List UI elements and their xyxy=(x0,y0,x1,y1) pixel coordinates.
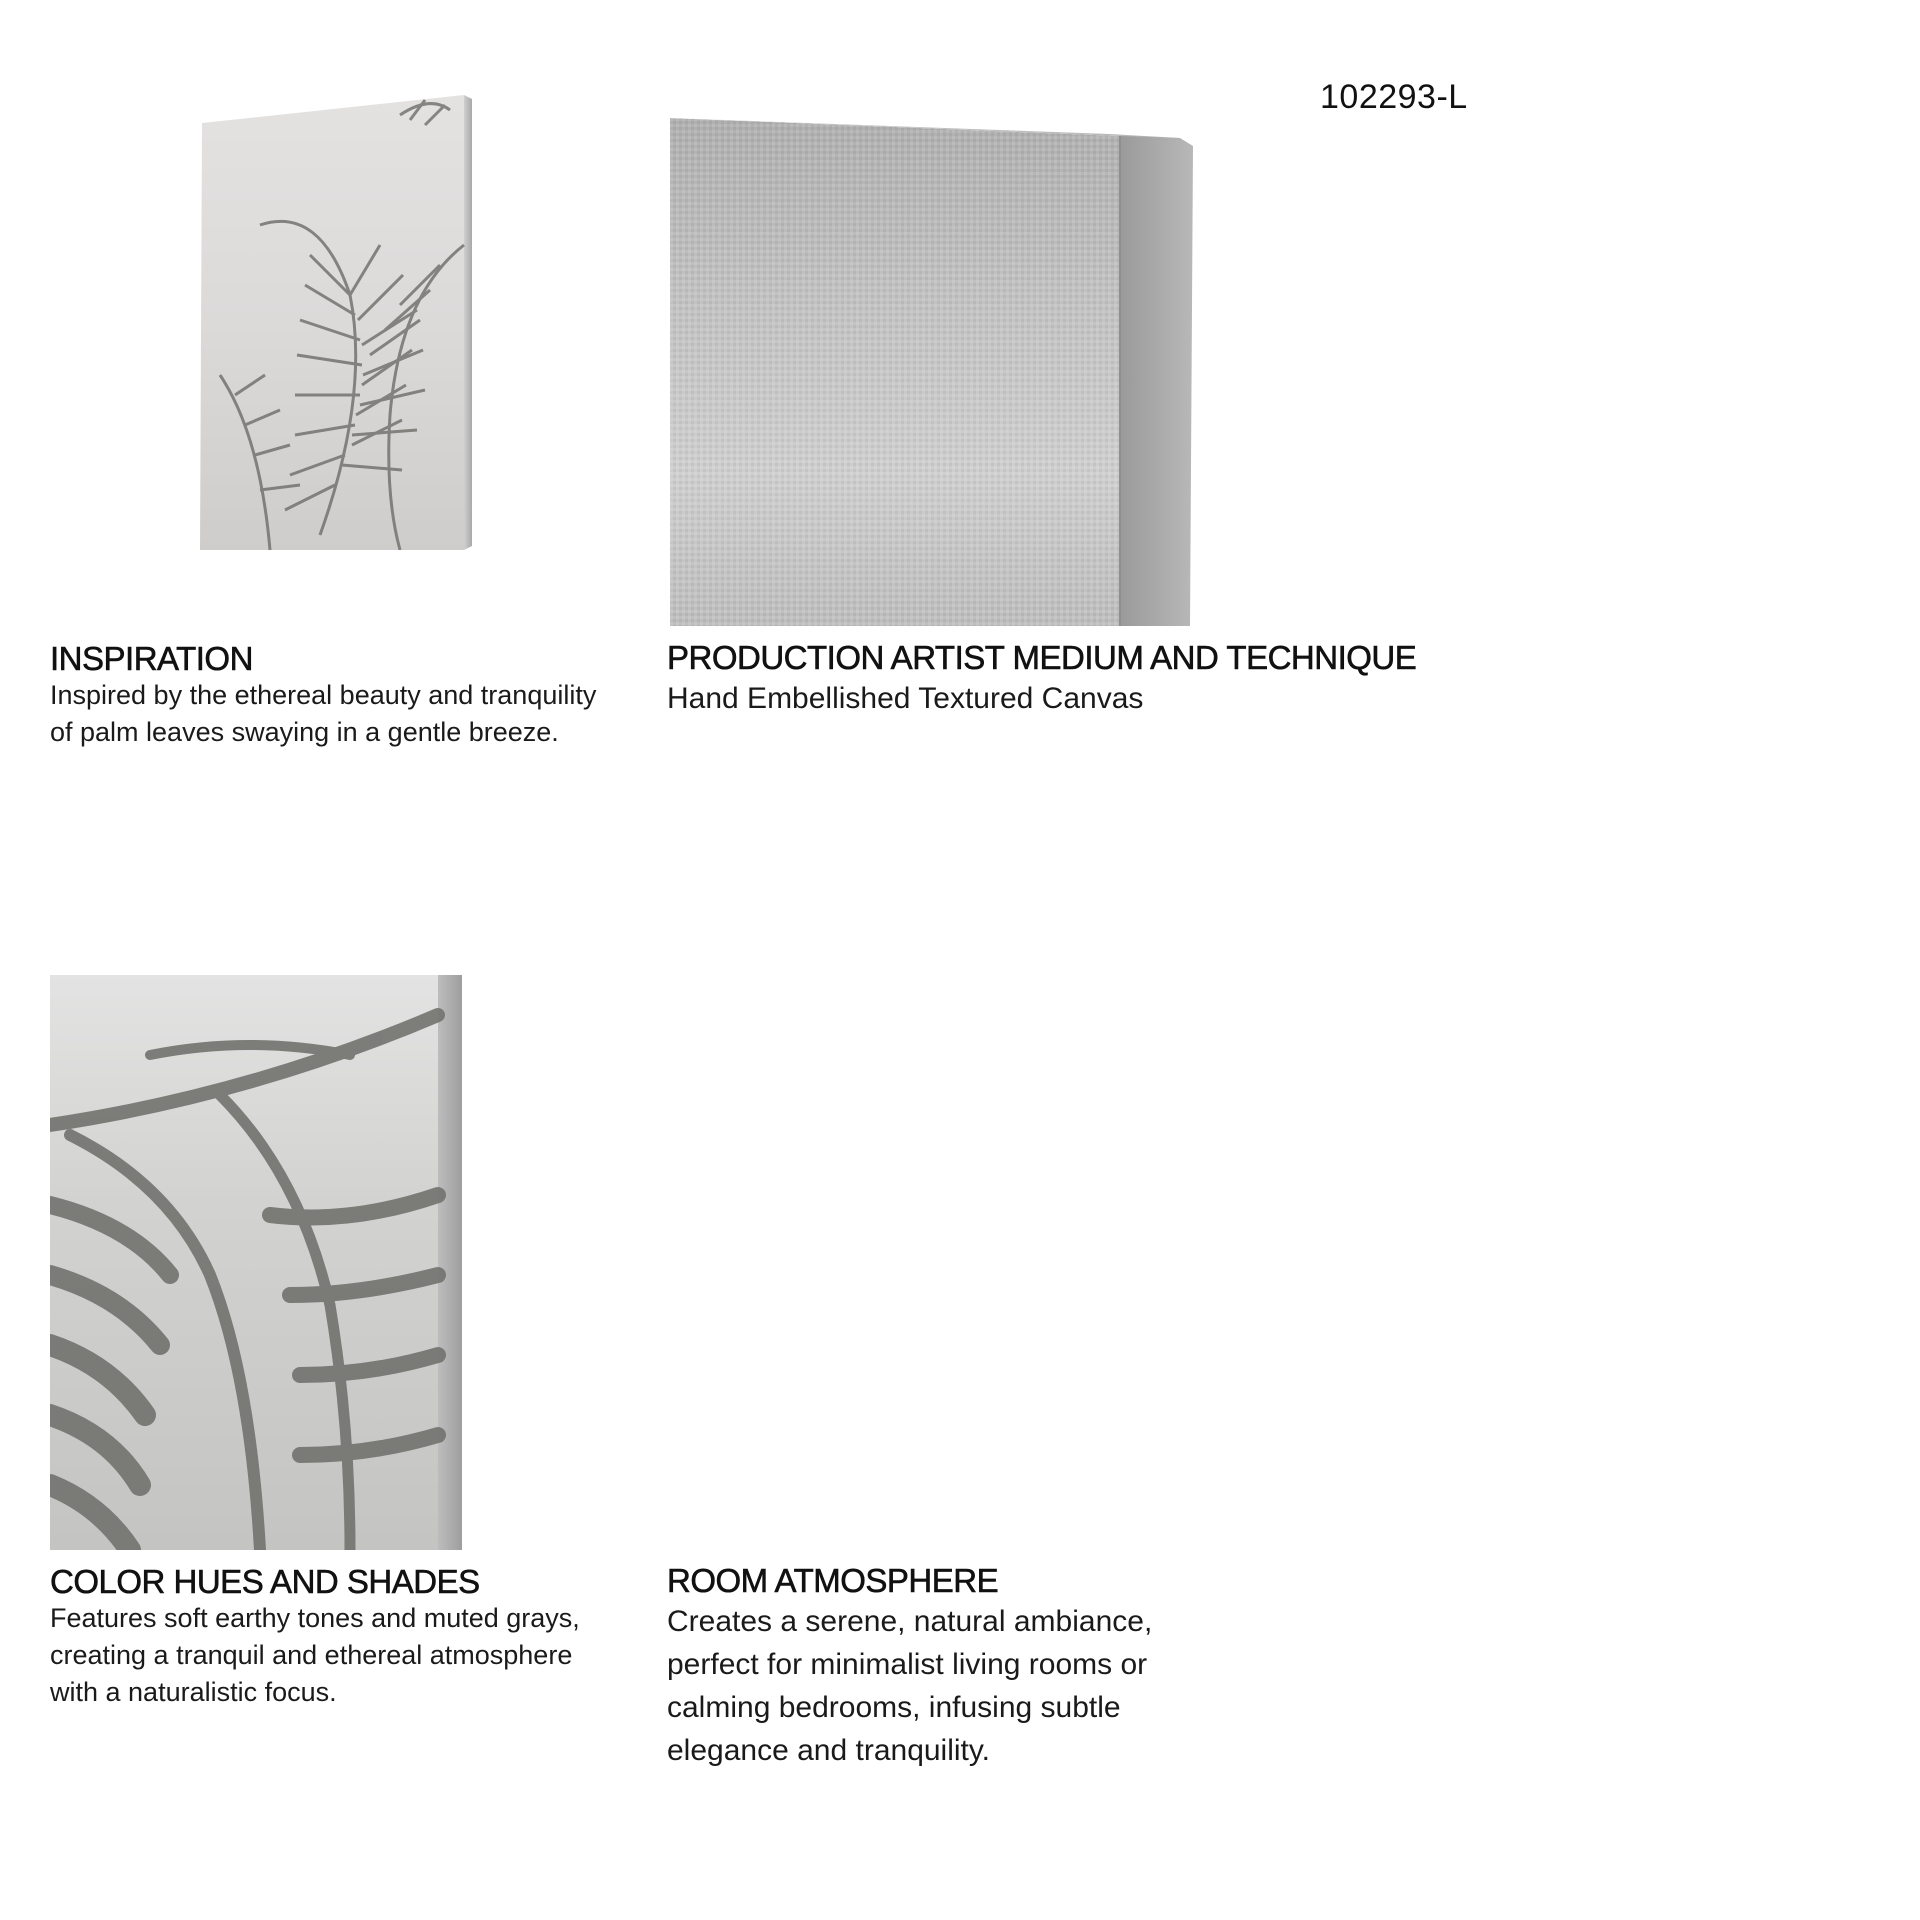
inspiration-heading: INSPIRATION xyxy=(50,640,253,677)
room-line: elegance and tranquility. xyxy=(667,1734,990,1767)
color-text xyxy=(50,1600,650,1711)
artwork-image xyxy=(200,95,472,550)
canvas-corner-image xyxy=(670,118,1193,626)
production-heading: PRODUCTION ARTIST MEDIUM AND TECHNIQUE xyxy=(667,639,1417,676)
color-heading: COLOR HUES AND SHADES xyxy=(50,1563,480,1600)
room-line: perfect for minimalist living rooms or xyxy=(667,1648,1148,1681)
inspiration-line: of palm leaves swaying in a gentle breeze. xyxy=(50,717,559,747)
room-text xyxy=(667,1600,1287,1772)
inspiration-text xyxy=(50,677,650,751)
room-line: calming bedrooms, infusing subtle xyxy=(667,1691,1121,1724)
palm-closeup-image xyxy=(50,975,462,1550)
color-line: with a naturalistic focus. xyxy=(50,1677,337,1707)
inspiration-line: Inspired by the ethereal beauty and tranquility xyxy=(50,680,597,710)
production-text: Hand Embellished Textured Canvas xyxy=(667,682,1144,715)
product-sku: 102293-L xyxy=(1320,78,1468,116)
color-line: Features soft earthy tones and muted grays, xyxy=(50,1603,580,1633)
room-heading: ROOM ATMOSPHERE xyxy=(667,1562,999,1599)
color-line: creating a tranquil and ethereal atmosphere xyxy=(50,1640,573,1670)
room-line: Creates a serene, natural ambiance, xyxy=(667,1605,1153,1638)
